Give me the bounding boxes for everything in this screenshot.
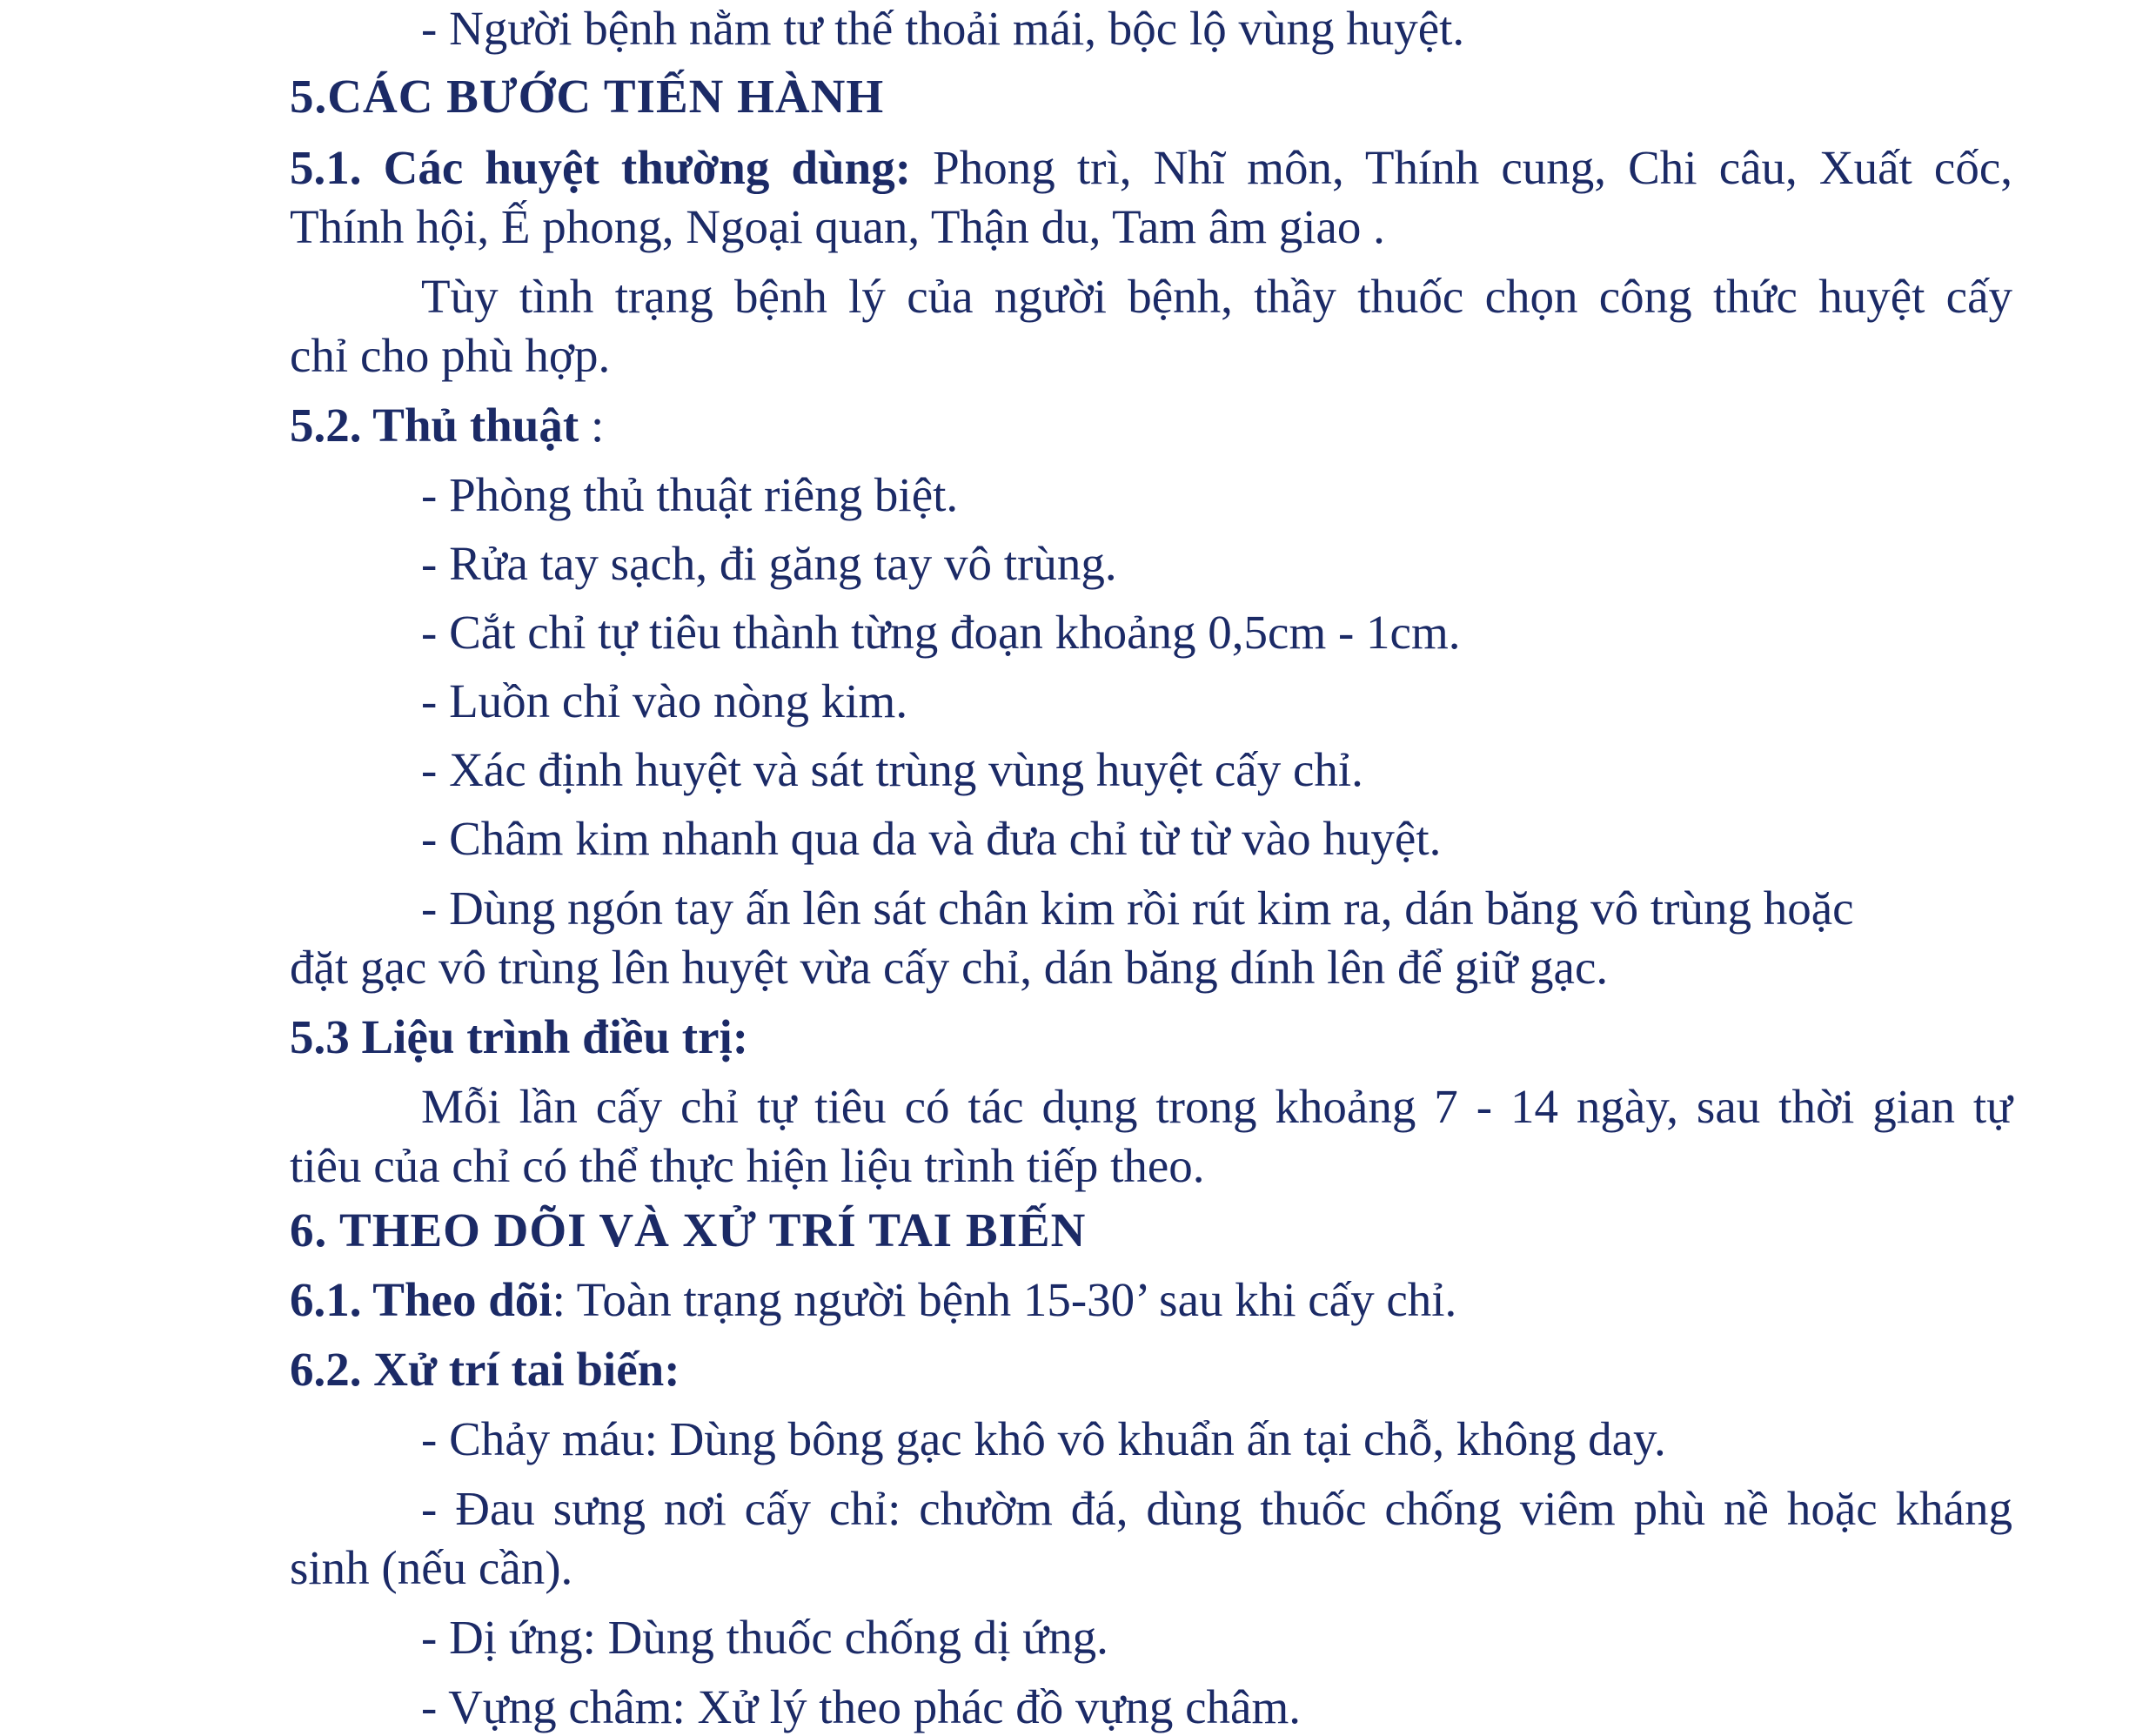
colon-text: : [579, 399, 605, 452]
section-heading-6: 6. THEO DÕI VÀ XỬ TRÍ TAI BIẾN [290, 1203, 1087, 1257]
list-item: - Chảy máu: Dùng bông gạc khô vô khuẩn ấn tại chỗ, không day. [421, 1412, 1666, 1465]
list-item: - Dùng ngón tay ấn lên sát chân kim rồi rút kim ra, dán băng vô trùng hoặc [421, 881, 1854, 935]
paragraph-line: Tùy tình trạng bệnh lý của người bệnh, thầy thuốc chọn công thức huyệt cấy [421, 270, 2012, 323]
paragraph-line: tiêu của chỉ có thể thực hiện liệu trình tiếp theo. [290, 1139, 1205, 1192]
list-item: - Đau sưng nơi cấy chỉ: chườm đá, dùng thuốc chống viêm phù nề hoặc kháng [421, 1482, 2012, 1535]
acupoints-list: Phong trì, Nhĩ môn, Thính cung, Chi câu, Xuất cốc, [911, 141, 2012, 194]
paragraph-line: đặt gạc vô trùng lên huyệt vừa cấy chỉ, dán băng dính lên để giữ gạc. [290, 941, 1609, 994]
paragraph-5-1-line-2: Thính hội, Ế phong, Ngoại quan, Thận du, Tam âm giao . [290, 200, 1385, 253]
list-item: - Phòng thủ thuật riêng biệt. [421, 468, 959, 521]
section-heading-5: 5.CÁC BƯỚC TIẾN HÀNH [290, 70, 885, 123]
subheading-6-1-line [290, 1271, 1456, 1329]
subheading-6-2: 6.2. Xử trí tai biến: [290, 1343, 680, 1396]
list-item: - Châm kim nhanh qua da và đưa chỉ từ từ vào huyệt. [421, 812, 1442, 865]
list-item: - Dị ứng: Dùng thuốc chống dị ứng. [421, 1611, 1108, 1664]
monitoring-text: : Toàn trạng người bệnh 15-30’ sau khi cấy chỉ. [552, 1273, 1457, 1326]
list-item: - Rửa tay sạch, đi găng tay vô trùng. [421, 537, 1117, 590]
list-item: - Người bệnh nằm tư thế thoải mái, bộc lộ vùng huyệt. [421, 2, 1465, 55]
paragraph-line: chỉ cho phù hợp. [290, 329, 611, 382]
subheading-5-2-line [290, 397, 604, 454]
subheading-5-1: 5.1. Các huyệt thường dùng: [290, 141, 912, 194]
subheading-5-3: 5.3 Liệu trình điều trị: [290, 1010, 749, 1063]
list-item: - Cắt chỉ tự tiêu thành từng đoạn khoảng 0,5cm - 1cm. [421, 606, 1461, 659]
list-item: - Luồn chỉ vào nòng kim. [421, 674, 908, 727]
list-item: - Xác định huyệt và sát trùng vùng huyệt cấy chỉ. [421, 743, 1363, 796]
subheading-5-2: 5.2. Thủ thuật [290, 399, 579, 452]
subheading-6-1: 6.1. Theo dõi [290, 1273, 552, 1326]
paragraph-line: Mỗi lần cấy chỉ tự tiêu có tác dụng trong khoảng 7 - 14 ngày, sau thời gian tự [421, 1080, 2012, 1133]
paragraph-5-1-line-1 [290, 139, 2012, 197]
list-item: - Vựng châm: Xử lý theo phác đồ vựng châm. [421, 1680, 1301, 1733]
paragraph-line: sinh (nếu cần). [290, 1541, 573, 1594]
